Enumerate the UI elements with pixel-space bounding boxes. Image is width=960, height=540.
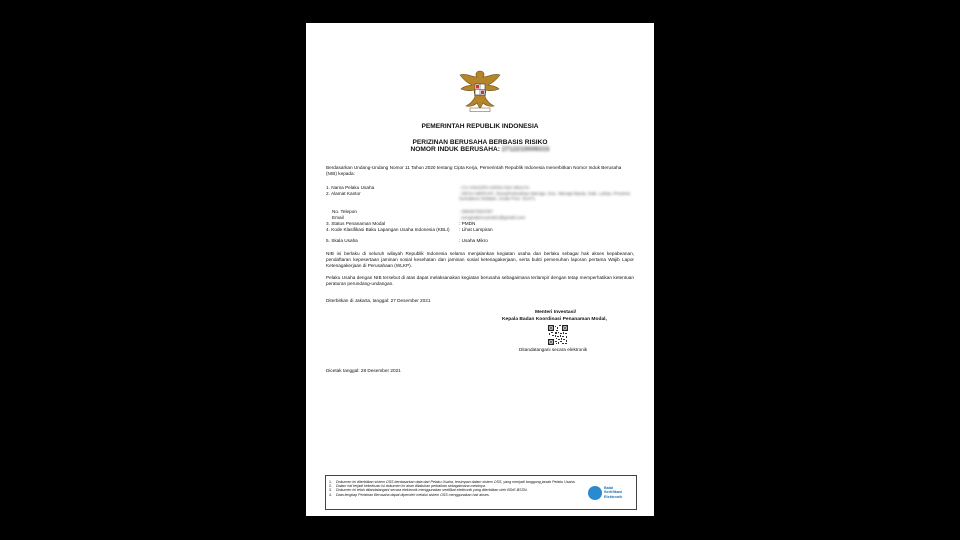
issued-date: Diterbitkan di Jakarta, tanggal: 27 Desember 2021 — [326, 298, 431, 303]
electronic-signature-note: Ditandatangani secara elektronik — [519, 347, 588, 352]
field-value-address: : DESA MERAPI, Desa/Kelurahan Merapi, Kec. Merapi Barat, Kab. Lahat, Provinsi Sumatera Selatan, Kode Pos: 31471 — [459, 191, 630, 202]
field-label-investment-status: 3. Status Penanaman Modal — [326, 221, 386, 226]
signatory-office: Kepala Badan Koordinasi Penanaman Modal, — [502, 317, 607, 322]
intro-text: Berdasarkan Undang-Undang Nomor 11 Tahun 2020 tentang Cipta Kerja, Pemerintah Republik Indonesia menerbitkan Nomor Induk Berusaha (NIB) kepada: — [326, 165, 622, 177]
document-page — [306, 23, 654, 516]
field-label-email: Email — [332, 215, 344, 220]
bsre-logo-text: Balai Sertifikasi Elektronik — [604, 486, 623, 499]
nib-heading — [306, 146, 654, 153]
garuda-emblem-icon — [458, 67, 502, 113]
signatory-title: Menteri Investasi/ — [535, 310, 577, 315]
bsre-logo — [588, 484, 636, 502]
bsre-logo-icon — [588, 486, 602, 500]
footer-note: 1. Dokumen ini diterbitkan sistem OSS berdasarkan data dari Pelaku Usaha, tersimpan dalam sistem OSS, yang menjadi tanggung jawab Pelaku Usaha. — [329, 480, 576, 484]
field-label-address: 2. Alamat Kantor — [326, 191, 361, 196]
nib-label: NOMOR INDUK BERUSAHA: — [410, 146, 500, 153]
qr-code-icon — [548, 325, 568, 345]
validity-paragraph: NIB ini berlaku di seluruh wilayah Republik Indonesia selama menjalankan kegiatan usaha dan berlaku sebagai hak akses kepabeanan, pendaftaran kepesertaan jaminan sosial kesehatan dan jaminan sosial ketenagakerjaan, serta bukti pemenuhan laporan pertama Wajib Lapor Ketenagakerjaan di Perusahaan (WLKP). — [326, 251, 634, 268]
field-value-kbli: : Lihat Lampiran — [459, 227, 493, 232]
footer-note: 3. Dokumen ini telah ditandatangani secara elektronik menggunakan sertifikat elektronik yang diterbitkan oleh BSrE-BSSN. — [329, 488, 528, 493]
field-label-kbli: 4. Kode Klasifikasi Baku Lapangan Usaha Indonesia (KBLI) — [326, 227, 450, 232]
government-heading: PEMERINTAH REPUBLIK INDONESIA — [421, 123, 539, 130]
field-label-scale: 5. Skala Usaha — [326, 238, 358, 243]
field-label-phone: No. Telepon — [332, 209, 357, 214]
footer-note: 4. Data lengkap Perizinan Berusaha dapat diperoleh melalui sistem OSS menggunakan hak akses. — [329, 492, 490, 497]
footer-notes-box — [325, 475, 637, 510]
footer-note: 2. Dalam hal terjadi kekeliruan isi dokumen ini akan dilakukan perbaikan sebagaimana mestinya. — [329, 484, 486, 489]
field-label-name: 1. Nama Pelaku Usaha — [326, 185, 375, 190]
field-value-phone: : 085367553787 — [459, 209, 493, 214]
nib-value: 2712210009315 — [501, 146, 550, 153]
field-value-email: : anugrakencana01@gmail.com — [459, 215, 526, 220]
footer-notes-list — [326, 480, 586, 497]
field-value-investment-status: : PMDN — [459, 221, 476, 226]
activity-paragraph: Pelaku Usaha dengan NIB tersebut di atas dapat melaksanakan kegiatan berusaha sebagaimana terlampir dengan tetap memperhatikan ketentuan peraturan perundang-undangan. — [326, 275, 634, 286]
printed-date: Dicetak tanggal: 28 Desember 2021 — [326, 368, 401, 373]
field-value-name: : CV ANUGRA KENCANA MULYA — [459, 185, 530, 190]
document-title: PERIZINAN BERUSAHA BERBASIS RISIKO — [412, 139, 548, 146]
field-value-scale: : Usaha Mikro — [459, 238, 488, 243]
